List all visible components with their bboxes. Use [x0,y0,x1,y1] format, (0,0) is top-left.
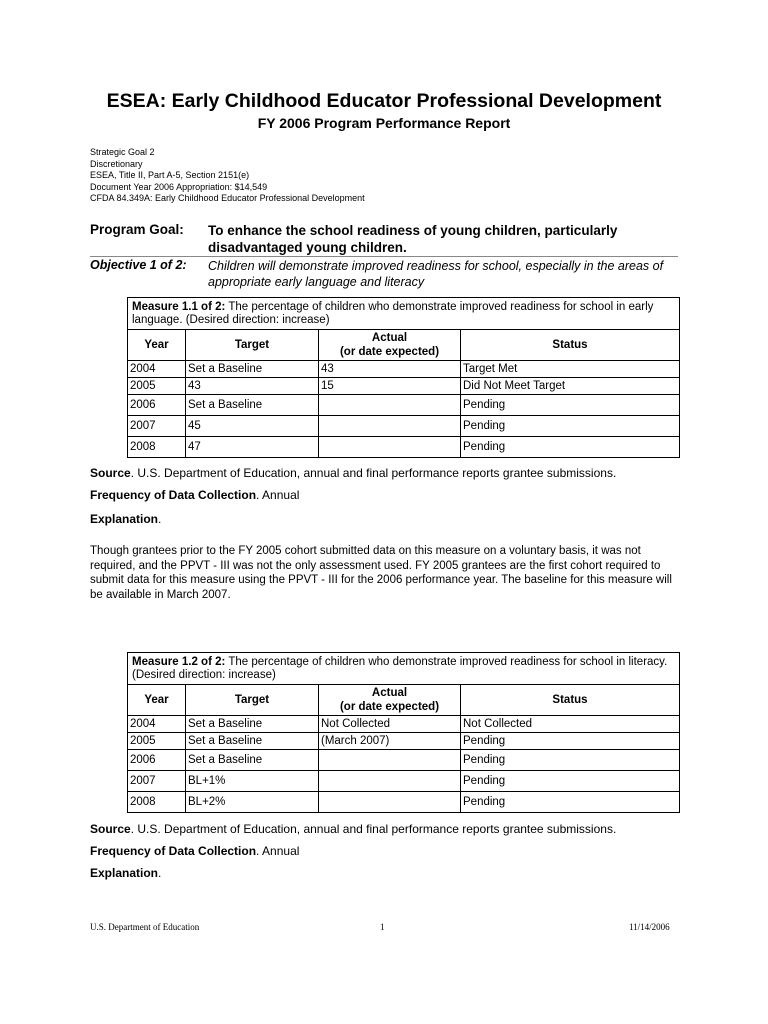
frequency-label: Frequency of Data Collection [90,488,257,502]
measure-1-2-table [127,652,680,813]
cell-actual [319,771,461,792]
table-row [128,771,680,792]
cell-status: Pending [461,437,680,458]
table-header-row [128,330,680,361]
column-header-status: Status [461,330,680,361]
cell-status: Pending [461,733,680,750]
table-row [128,361,680,378]
table-row [128,792,680,813]
cell-year: 2007 [128,771,186,792]
cell-year: 2004 [128,361,186,378]
source-text: . U.S. Department of Education, annual and final performance reports grantee submissions. [130,822,617,836]
cell-year: 2005 [128,733,186,750]
program-goal-label: Program Goal: [90,222,184,237]
table-header-row [128,685,680,716]
cell-status: Pending [461,771,680,792]
document-title: ESEA: Early Childhood Educator Professional Development [106,90,662,112]
cell-year: 2006 [128,750,186,771]
cell-year: 2008 [128,792,186,813]
table-row [128,378,680,395]
explanation-label: Explanation [90,866,159,880]
cell-target: 43 [186,378,319,395]
cell-actual: Not Collected [319,716,461,733]
cell-target: Set a Baseline [186,733,319,750]
explanation-punct: . [158,866,162,880]
cell-status: Target Met [461,361,680,378]
meta-cfda: CFDA 84.349A: Early Childhood Educator Professional Development [90,193,365,203]
column-header-year: Year [128,685,186,716]
cell-year: 2006 [128,395,186,416]
goal-divider [90,256,678,257]
cell-actual: 43 [319,361,461,378]
cell-actual: (March 2007) [319,733,461,750]
explanation-body: Though grantees prior to the FY 2005 cohort submitted data on this measure on a voluntary basis, it was not required, and the PPVT - III was not the only assessment used. FY 2005 grantees are the first cohort required to submit data for this measure using the PPVT - III for the 2006 performance year. The baseline for this measure will be available in March 2007. [90,545,672,601]
document-metadata [90,147,365,205]
column-header-target: Target [186,685,319,716]
frequency-line-2 [90,844,299,858]
cell-target: Set a Baseline [186,750,319,771]
cell-status: Pending [461,792,680,813]
cell-year: 2008 [128,437,186,458]
table-row [128,437,680,458]
measure-caption [128,298,680,330]
column-header-status: Status [461,685,680,716]
meta-discretionary: Discretionary [90,158,143,169]
cell-target: 45 [186,416,319,437]
cell-actual [319,437,461,458]
footer-date: 11/14/2006 [629,922,670,932]
explanation-line-1 [90,512,161,526]
table-row [128,733,680,750]
explanation-punct: . [158,512,162,526]
actual-header-line1: Actual [371,687,408,699]
measure-1-1-table [127,297,680,458]
source-line-1 [90,466,616,480]
document-subtitle: FY 2006 Program Performance Report [257,115,511,131]
cell-target: BL+1% [186,771,319,792]
source-text: . U.S. Department of Education, annual and final performance reports grantee submissions. [130,466,617,480]
program-goal-text: To enhance the school readiness of young children, particularly disadvantaged young children. [208,223,618,255]
cell-target: Set a Baseline [186,361,319,378]
column-header-actual [319,685,461,716]
meta-esea-section: ESEA, Title II, Part A-5, Section 2151(e) [90,170,250,180]
frequency-text: . Annual [256,488,300,502]
frequency-label: Frequency of Data Collection [90,844,257,858]
cell-actual [319,416,461,437]
cell-target: Set a Baseline [186,716,319,733]
measure-title: Measure 1.2 of 2: [132,655,226,668]
cell-year: 2005 [128,378,186,395]
meta-appropriation: Document Year 2006 Appropriation: $14,549 [90,181,268,192]
actual-header-line2: (or date expected) [339,346,440,358]
objective-text: Children will demonstrate improved readiness for school, especially in the areas of appropriate early language and literacy [208,259,664,289]
table-row [128,716,680,733]
cell-status: Pending [461,416,680,437]
table-row [128,395,680,416]
cell-year: 2004 [128,716,186,733]
frequency-line-1 [90,488,299,502]
cell-year: 2007 [128,416,186,437]
actual-header-line2: (or date expected) [339,701,440,713]
column-header-target: Target [186,330,319,361]
frequency-text: . Annual [256,844,300,858]
measure-description: The percentage of children who demonstrate improved readiness for school in literacy. (Desired direction: increase) [132,655,668,681]
objective-label: Objective 1 of 2: [90,258,187,272]
cell-status: Pending [461,750,680,771]
explanation-label: Explanation [90,512,159,526]
cell-actual: 15 [319,378,461,395]
cell-actual [319,792,461,813]
cell-target: Set a Baseline [186,395,319,416]
cell-status: Pending [461,395,680,416]
measure-caption [128,653,680,685]
actual-header-line1: Actual [371,332,408,344]
column-header-year: Year [128,330,186,361]
column-header-actual [319,330,461,361]
source-line-2 [90,822,616,836]
cell-target: 47 [186,437,319,458]
measure-title: Measure 1.1 of 2: [132,300,226,313]
meta-strategic-goal: Strategic Goal 2 [90,147,155,157]
cell-status: Not Collected [461,716,680,733]
cell-target: BL+2% [186,792,319,813]
table-row [128,416,680,437]
measure-description: The percentage of children who demonstrate improved readiness for school in early language. (Desired direction: increase) [132,300,654,326]
cell-actual [319,395,461,416]
footer-department: U.S. Department of Education [90,922,200,932]
source-label: Source [90,466,131,480]
footer-page-number: 1 [380,922,385,932]
explanation-line-2 [90,866,161,880]
cell-actual [319,750,461,771]
cell-status: Did Not Meet Target [461,378,680,395]
source-label: Source [90,822,131,836]
table-row [128,750,680,771]
